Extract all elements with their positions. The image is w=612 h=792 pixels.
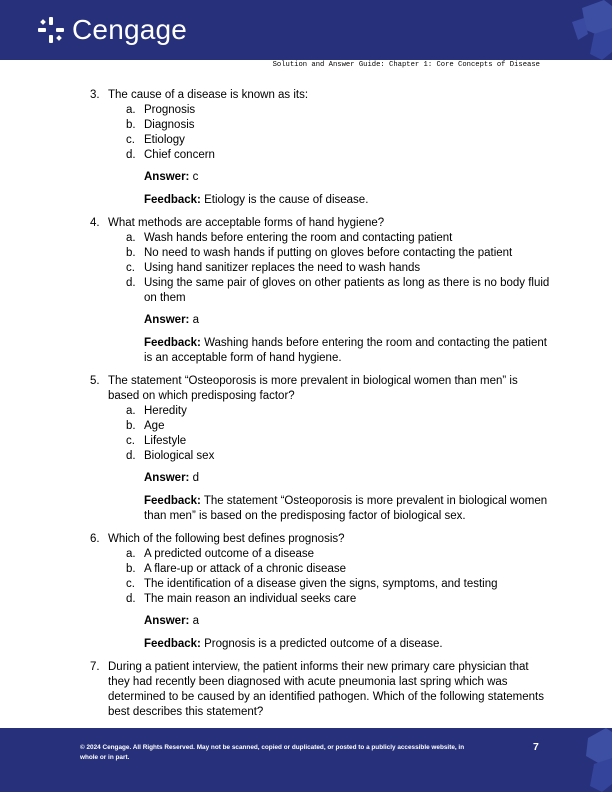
footer-band	[0, 728, 612, 792]
cengage-mark-icon	[36, 15, 66, 45]
option-letter: c.	[126, 434, 135, 447]
brand-name: Cengage	[72, 14, 188, 45]
option-list	[108, 231, 550, 306]
option-text: A predicted outcome of a disease	[144, 547, 315, 560]
option-list	[108, 404, 550, 464]
option-text: A flare-up or attack of a chronic disease	[144, 562, 346, 575]
question-number: 6.	[90, 533, 100, 545]
feedback-text: The statement “Osteoporosis is more prevalent in biological women than men” is based on the predisposing factor of biological sex.	[144, 494, 548, 522]
option-item	[108, 449, 550, 464]
option-letter: b.	[126, 419, 136, 432]
option-list	[108, 547, 550, 607]
answer-value: a	[192, 314, 199, 327]
option-text: Wash hands before entering the room and contacting patient	[144, 232, 453, 245]
option-text: Diagnosis	[144, 118, 195, 131]
option-item	[108, 276, 550, 306]
option-text: Prognosis	[144, 103, 196, 116]
option-text: Biological sex	[144, 449, 215, 462]
corner-decoration-icon	[572, 0, 612, 60]
question-number: 3.	[90, 89, 100, 101]
answer-label: Answer:	[144, 314, 190, 327]
question-stem: Which of the following best defines prognosis?	[108, 533, 345, 545]
copyright-notice: © 2024 Cengage. All Rights Reserved. May not be scanned, copied or duplicated, or posted to a publicly accessible website, in whole or in part.	[80, 744, 465, 761]
answer-line	[108, 170, 550, 185]
option-letter: d.	[126, 276, 136, 289]
option-list	[108, 103, 550, 163]
answer-value: a	[192, 615, 199, 628]
feedback-line	[108, 637, 550, 652]
option-item	[108, 133, 550, 148]
answer-label: Answer:	[144, 615, 190, 628]
running-head: Solution and Answer Guide: Chapter 1: Core Concepts of Disease	[272, 61, 540, 69]
question-stem: What methods are acceptable forms of hand hygiene?	[108, 217, 385, 230]
answer-line	[108, 471, 550, 486]
option-letter: b.	[126, 246, 136, 259]
answer-line	[108, 614, 550, 629]
answer-label: Answer:	[144, 472, 190, 485]
footer-decoration-icon	[580, 728, 612, 792]
question-7	[90, 660, 550, 720]
feedback-label: Feedback:	[144, 336, 201, 349]
answer-value: d	[192, 472, 199, 485]
option-item	[108, 419, 550, 434]
option-letter: c.	[126, 261, 135, 274]
feedback-label: Feedback:	[144, 494, 201, 507]
option-text: Age	[144, 419, 165, 432]
option-letter: a.	[126, 103, 136, 116]
option-letter: d.	[126, 148, 136, 161]
option-item	[108, 103, 550, 118]
question-4	[90, 216, 550, 365]
option-text: The identification of a disease given the signs, symptoms, and testing	[144, 577, 498, 590]
option-item	[108, 118, 550, 133]
option-text: Heredity	[144, 404, 187, 417]
question-number: 7.	[90, 661, 100, 674]
answer-label: Answer:	[144, 171, 190, 184]
option-letter: c.	[126, 577, 135, 590]
question-number: 5.	[90, 375, 100, 388]
question-6	[90, 532, 550, 652]
question-stem: The cause of a disease is known as its:	[108, 89, 309, 101]
cengage-logo	[36, 12, 187, 48]
answer-line	[108, 313, 550, 328]
option-item	[108, 246, 550, 261]
answer-value: c	[192, 171, 199, 184]
option-text: The main reason an individual seeks care	[144, 592, 357, 605]
option-item	[108, 434, 550, 449]
feedback-line	[108, 193, 550, 208]
option-letter: d.	[126, 592, 136, 605]
question-stem: The statement “Osteoporosis is more prevalent in biological women than men” is based on which predisposing factor?	[108, 375, 518, 402]
option-item	[108, 562, 550, 577]
option-letter: b.	[126, 118, 136, 131]
question-5	[90, 374, 550, 523]
feedback-line	[108, 494, 550, 524]
option-text: Lifestyle	[144, 434, 187, 447]
option-text: Chief concern	[144, 148, 215, 161]
feedback-text: Prognosis is a predicted outcome of a disease.	[204, 637, 443, 650]
page-number: 7	[533, 741, 539, 753]
option-item	[108, 261, 550, 276]
option-item	[108, 547, 550, 562]
option-text: Etiology	[144, 133, 185, 146]
feedback-label: Feedback:	[144, 637, 201, 650]
option-item	[108, 404, 550, 419]
option-item	[108, 577, 550, 592]
option-item	[108, 148, 550, 163]
option-text: Using the same pair of gloves on other patients as long as there is no body fluid on them	[144, 276, 550, 304]
header-band	[0, 0, 612, 60]
option-item	[108, 231, 550, 246]
option-text: No need to wash hands if putting on gloves before contacting the patient	[144, 246, 513, 259]
question-list	[90, 88, 550, 728]
feedback-text: Washing hands before entering the room and contacting the patient is an acceptable form of hand hygiene.	[144, 336, 547, 364]
feedback-line	[108, 336, 550, 366]
option-letter: a.	[126, 547, 136, 560]
option-letter: a.	[126, 404, 136, 417]
option-letter: c.	[126, 133, 135, 146]
option-letter: a.	[126, 232, 136, 245]
question-number: 4.	[90, 217, 100, 230]
option-item	[108, 592, 550, 607]
question-3	[90, 88, 550, 208]
option-letter: b.	[126, 562, 136, 575]
option-letter: d.	[126, 449, 136, 462]
question-stem: During a patient interview, the patient informs their new primary care physician that they had recently been diagnosed with acute pneumonia last spring which was determined to be caused by an identified pathogen. Which of the following statements best describes this statement?	[108, 661, 544, 718]
feedback-label: Feedback:	[144, 193, 201, 206]
option-text: Using hand sanitizer replaces the need to wash hands	[144, 261, 421, 274]
feedback-text: Etiology is the cause of disease.	[204, 193, 369, 206]
